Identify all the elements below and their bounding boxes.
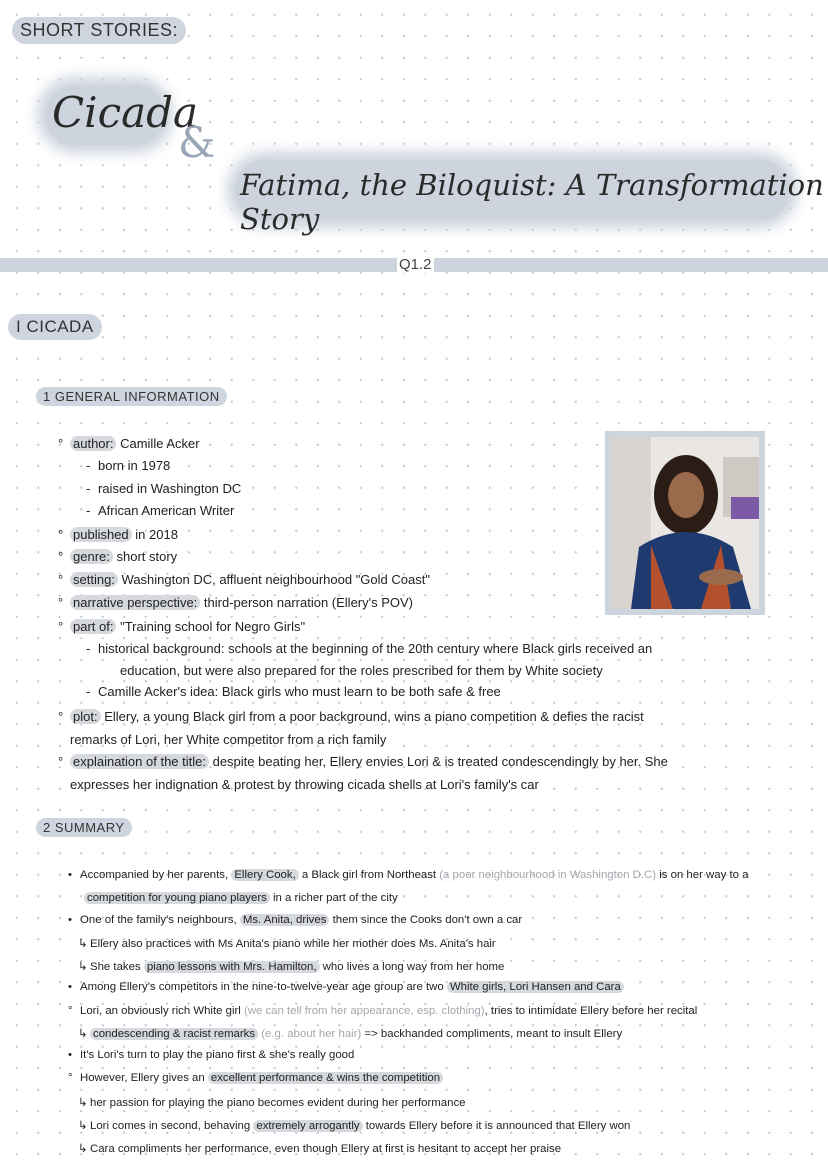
general-line	[86, 641, 652, 656]
general-line	[86, 481, 241, 496]
note-text: She takes	[90, 961, 144, 973]
highlighted-text: condescending & racist remarks	[90, 1028, 258, 1040]
bullet-marker: •	[68, 981, 72, 993]
note-text: Lori, an obviously rich White girl	[80, 1005, 244, 1017]
bullet-marker: °	[58, 595, 64, 610]
general-line	[86, 458, 170, 473]
bullet-marker: °	[68, 1005, 73, 1017]
general-line	[58, 572, 430, 587]
bullet-marker: ↳	[78, 1028, 88, 1040]
note-text: a Black girl from Northeast	[298, 869, 440, 881]
note-text: Ellery also practices with Ms Anita's piano while her mother does Ms. Anita's hair	[90, 938, 496, 950]
summary-line	[78, 1118, 630, 1132]
general-line	[58, 709, 644, 724]
author-portrait-image	[611, 437, 759, 609]
author-photo	[605, 431, 765, 615]
highlighted-text: piano lessons with Mrs. Hamilton,	[144, 961, 320, 973]
highlighted-text: part of:	[70, 619, 116, 634]
summary-line	[72, 892, 398, 904]
note-text: her passion for playing the piano becomes evident during her performance	[90, 1097, 466, 1109]
bullet-marker: °	[58, 549, 64, 564]
note-text: However, Ellery gives an	[80, 1072, 208, 1084]
bullet-marker: °	[68, 1072, 73, 1084]
bullet-marker: -	[86, 458, 91, 473]
note-text: who lives a long way from her home	[319, 961, 505, 973]
note-text: in a richer part of the city	[269, 892, 398, 904]
note-text: historical background: schools at the beginning of the 20th century where Black girls received an	[98, 641, 653, 656]
ampersand: &	[178, 118, 216, 167]
highlighted-text: setting:	[70, 572, 118, 587]
note-text: in 2018	[131, 527, 178, 542]
general-line	[58, 619, 305, 634]
note-text: short story	[112, 549, 178, 564]
general-info-heading: 1 GENERAL INFORMATION	[36, 387, 227, 406]
note-text: Accompanied by her parents,	[80, 869, 232, 881]
note-text: African American Writer	[98, 503, 235, 518]
summary-line	[68, 1049, 354, 1061]
highlighted-text: narrative perspective:	[70, 595, 200, 610]
bullet-marker: °	[58, 709, 64, 724]
note-text: remarks of Lori, her White competitor from a rich family	[70, 732, 387, 747]
highlighted-text: excellent performance & wins the competition	[208, 1072, 443, 1084]
note-text: Lori comes in second, behaving	[90, 1120, 254, 1132]
bullet-marker: -	[86, 684, 91, 699]
note-text: Camille Acker's idea: Black girls who must learn to be both safe & free	[98, 684, 501, 699]
note-text: "Training school for Negro Girls"	[116, 619, 306, 634]
bullet-marker: ↳	[78, 961, 88, 973]
general-line	[58, 777, 539, 792]
aside-text: (we can tell from her appearance, esp. clothing)	[243, 1005, 485, 1017]
bullet-marker: °	[58, 619, 64, 634]
story-title-cicada: Cicada	[52, 88, 199, 137]
note-text: them since the Cooks don't own a car	[329, 914, 523, 926]
note-text: education, but were also prepared for the roles prescribed for them by White society	[120, 663, 603, 678]
general-line	[58, 754, 668, 769]
highlighted-text: explaination of the title:	[70, 754, 209, 769]
note-text: Washington DC, affluent neighbourhood "Gold Coast"	[117, 572, 430, 587]
general-line	[86, 503, 234, 518]
highlighted-text: extremely arrogantly	[253, 1120, 362, 1132]
bullet-marker: -	[86, 641, 91, 656]
note-text: despite beating her, Ellery envies Lori & is treated condescendingly by her. She	[208, 754, 668, 769]
highlighted-text: genre:	[70, 549, 113, 564]
bullet-marker: °	[58, 527, 64, 542]
bullet-marker: •	[68, 914, 72, 926]
bullet-marker: °	[58, 754, 64, 769]
summary-line	[68, 1072, 443, 1084]
note-text: Among Ellery's competitors in the nine-to-twelve-year age group are two	[80, 981, 447, 993]
note-text: Camille Acker	[116, 436, 200, 451]
bullet-marker: ↳	[78, 1097, 88, 1109]
highlighted-text: White girls, Lori Hansen and Cara	[447, 981, 624, 993]
general-line	[58, 527, 178, 542]
summary-heading: 2 SUMMARY	[36, 818, 132, 837]
note-text: towards Ellery before it is announced that Ellery won	[362, 1120, 631, 1132]
note-text: It's Lori's turn to play the piano first & she's really good	[80, 1049, 355, 1061]
note-text: raised in Washington DC	[98, 481, 242, 496]
summary-line	[68, 981, 624, 993]
aside-text: (e.g. about her hair)	[258, 1028, 362, 1040]
bullet-marker: ↳	[78, 938, 88, 950]
section-heading: I CICADA	[8, 314, 102, 340]
note-text: born in 1978	[98, 458, 171, 473]
summary-line	[78, 959, 504, 973]
note-text: expresses her indignation & protest by throwing cicada shells at Lori's family's car	[70, 777, 539, 792]
summary-line	[68, 1005, 697, 1017]
general-line	[58, 732, 386, 747]
note-text: , tries to intimidate Ellery before her recital	[484, 1005, 698, 1017]
story-title-fatima: Fatima, the Biloquist: A Transformation Story	[240, 168, 824, 236]
summary-line	[68, 914, 522, 926]
highlighted-text: Ellery Cook,	[231, 869, 298, 881]
general-line	[58, 595, 413, 610]
question-label: Q1.2	[399, 256, 432, 273]
aside-text: (a poor neighbourhood in Washington D.C)	[439, 869, 657, 881]
bullet-marker: •	[68, 869, 72, 881]
highlighted-text: competition for young piano players	[84, 892, 270, 904]
general-line	[108, 663, 603, 678]
bullet-marker: °	[58, 572, 64, 587]
general-line	[86, 684, 501, 699]
summary-line	[68, 869, 748, 881]
summary-line	[78, 1095, 466, 1109]
bullet-marker: °	[58, 436, 64, 451]
bullet-marker: ↳	[78, 1120, 88, 1132]
general-line	[58, 436, 200, 451]
summary-line	[78, 936, 496, 950]
summary-line	[78, 1141, 561, 1155]
note-text: Cara compliments her performance, even though Ellery at first is hesitant to accept her praise	[90, 1143, 562, 1155]
header-label: SHORT STORIES:	[12, 17, 186, 44]
bullet-marker: ↳	[78, 1143, 88, 1155]
highlighted-text: author:	[70, 436, 116, 451]
note-text: third-person narration (Ellery's POV)	[200, 595, 414, 610]
highlighted-text: plot:	[70, 709, 101, 724]
highlighted-text: published	[70, 527, 132, 542]
summary-line	[78, 1026, 622, 1040]
bullet-marker: -	[86, 503, 91, 518]
bullet-marker: •	[68, 1049, 72, 1061]
note-text: One of the family's neighbours,	[80, 914, 240, 926]
note-text: => backhanded compliments, meant to insult Ellery	[361, 1028, 623, 1040]
note-text: is on her way to a	[656, 869, 749, 881]
general-line	[58, 549, 177, 564]
highlighted-text: Ms. Anita, drives	[240, 914, 330, 926]
bullet-marker: -	[86, 481, 91, 496]
note-text: Ellery, a young Black girl from a poor background, wins a piano competition & defies the racist	[100, 709, 644, 724]
